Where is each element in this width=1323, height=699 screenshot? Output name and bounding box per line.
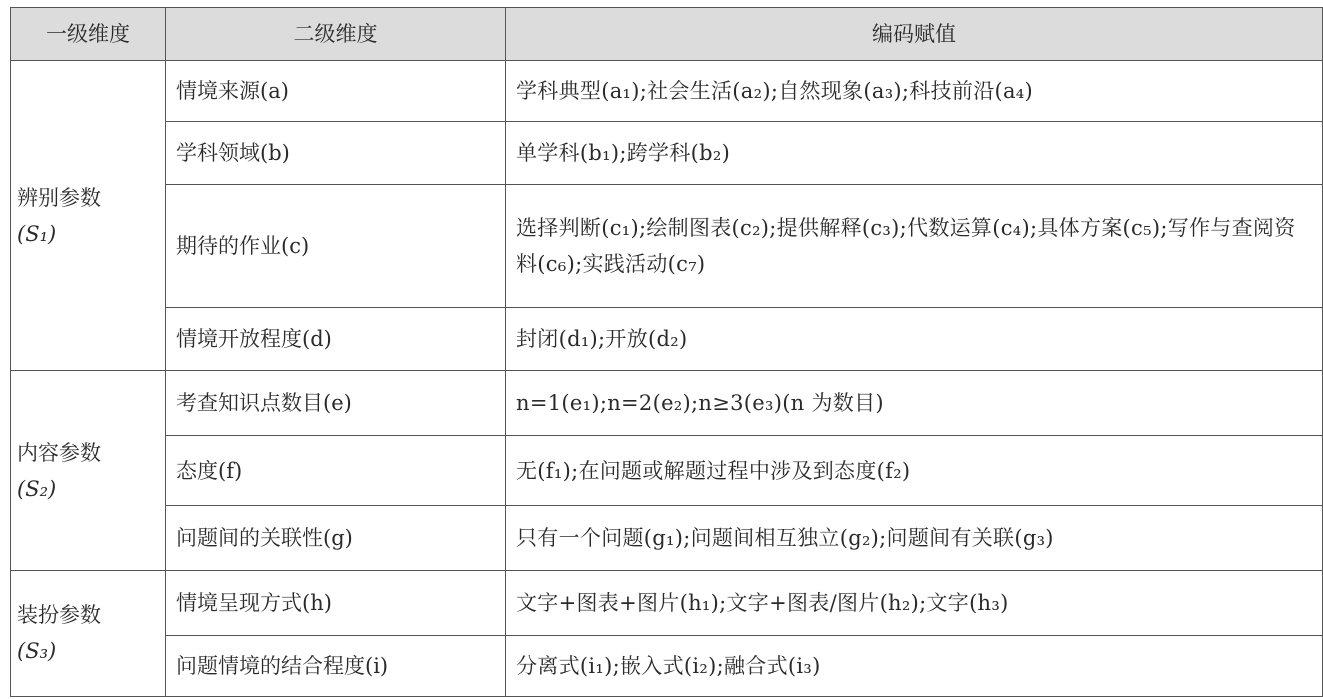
header-row	[11, 8, 1323, 61]
level2-cell: 问题间的关联性(g)	[166, 505, 506, 570]
coding-cell: n=1(e₁);n=2(e₂);n≥3(e₃)(n 为数目)	[506, 371, 1323, 436]
coding-cell: 文字+图表+图片(h₁);文字+图表/图片(h₂);文字(h₃)	[506, 570, 1323, 635]
header-level2: 二级维度	[166, 8, 506, 61]
level2-cell: 情境呈现方式(h)	[166, 570, 506, 635]
table-row	[11, 122, 1323, 185]
group-name: 装扮参数	[17, 603, 101, 628]
group-cell-content	[11, 371, 166, 571]
level2-cell: 问题情境的结合程度(i)	[166, 635, 506, 696]
level2-cell: 考查知识点数目(e)	[166, 371, 506, 436]
level2-cell: 情境开放程度(d)	[166, 308, 506, 371]
coding-cell: 封闭(d₁);开放(d₂)	[506, 308, 1323, 371]
group-symbol: (S₂)	[17, 476, 57, 501]
table-row	[11, 371, 1323, 436]
coding-table	[10, 7, 1323, 697]
coding-cell: 单学科(b₁);跨学科(b₂)	[506, 122, 1323, 185]
level2-cell: 情境来源(a)	[166, 61, 506, 122]
table-row	[11, 185, 1323, 308]
coding-cell: 分离式(i₁);嵌入式(i₂);融合式(i₃)	[506, 635, 1323, 696]
group-cell-discrimination	[11, 61, 166, 371]
group-cell-dressing	[11, 570, 166, 696]
group-symbol: (S₃)	[17, 639, 57, 664]
table-row	[11, 61, 1323, 122]
level2-cell: 学科领域(b)	[166, 122, 506, 185]
table-row	[11, 505, 1323, 570]
table-row	[11, 308, 1323, 371]
table-row	[11, 570, 1323, 635]
coding-cell: 选择判断(c₁);绘制图表(c₂);提供解释(c₃);代数运算(c₄);具体方案(c₅);写作与查阅资料(c₆);实践活动(c₇)	[506, 185, 1323, 308]
coding-cell: 学科典型(a₁);社会生活(a₂);自然现象(a₃);科技前沿(a₄)	[506, 61, 1323, 122]
level2-cell: 期待的作业(c)	[166, 185, 506, 308]
table-row	[11, 436, 1323, 505]
coding-cell: 只有一个问题(g₁);问题间相互独立(g₂);问题间有关联(g₃)	[506, 505, 1323, 570]
table-row	[11, 635, 1323, 696]
group-symbol: (S₁)	[17, 221, 57, 246]
header-level1: 一级维度	[11, 8, 166, 61]
group-name: 辨别参数	[17, 185, 101, 210]
coding-cell: 无(f₁);在问题或解题过程中涉及到态度(f₂)	[506, 436, 1323, 505]
header-coding: 编码赋值	[506, 8, 1323, 61]
level2-cell: 态度(f)	[166, 436, 506, 505]
group-name: 内容参数	[17, 440, 101, 465]
